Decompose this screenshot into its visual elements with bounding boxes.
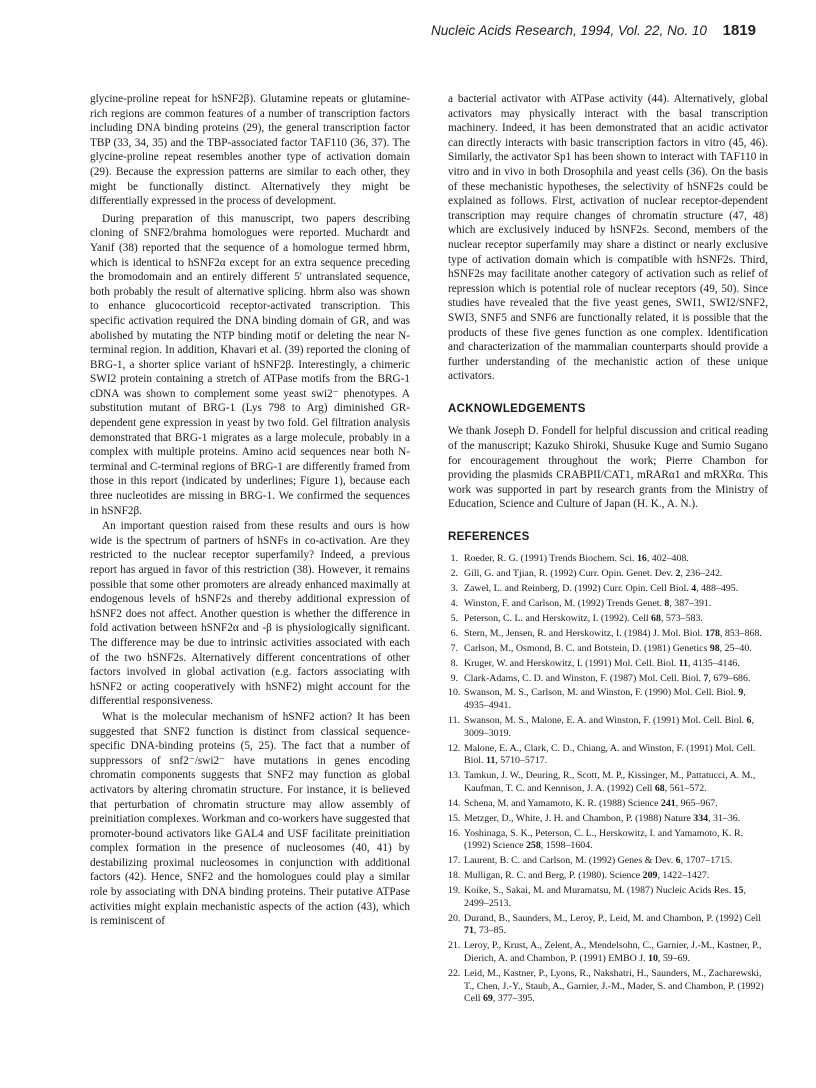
reference-item xyxy=(448,553,768,566)
reference-number: 21. xyxy=(448,940,461,952)
reference-text: Durand, B., Saunders, M., Leroy, P., Leid, M. and Chambon, P. (1992) Cell xyxy=(464,912,761,924)
reference-item xyxy=(448,798,768,811)
reference-number: 20. xyxy=(448,912,461,924)
reference-item xyxy=(448,673,768,686)
paragraph: An important question raised from these results and ours is how wide is the spectrum of partners of hSNFs in co-activation. Are they restricted to the nuclear receptor superfamily? Indeed, a previous report has argued in favor of this restriction (38). However, it remains possible that some other promoters are already enhanced maximally at endogenous levels of hSNF2s and thereby additional expression of hSNF2 does not affect. Another question is whether the difference in fold activation between hSNF2α and -β is physiologically significant. The difference may be due to intrinsic activities associated with each of the two hSNF2s. Alternatively different concentrations of other factors involved in global activation (e.g. factors associating with hSNF2 or acting cooperatively with hSNF2) might account for the differential responsiveness. xyxy=(90,520,410,708)
reference-number: 2. xyxy=(450,567,458,579)
page-number: 1819 xyxy=(722,22,756,39)
reference-item xyxy=(448,813,768,826)
reference-number: 7. xyxy=(450,642,458,654)
reference-pages: , 4135–4146. xyxy=(687,657,740,669)
reference-item xyxy=(448,715,768,740)
reference-volume: 6 xyxy=(746,715,752,727)
reference-number: 17. xyxy=(448,855,461,867)
reference-text: Schena, M. and Yamamoto, K. R. (1988) Science xyxy=(464,797,661,809)
acknowledgements-heading: ACKNOWLEDGEMENTS xyxy=(448,402,586,415)
reference-text: Leroy, P., Krust, A., Zelent, A., Mendelsohn, C., Garnier, J.-M., Kastner, P., Dierich, A. and Chambon, P. (1991) EMBO J. xyxy=(464,940,762,965)
reference-volume: 69 xyxy=(482,993,493,1005)
reference-text: Yoshinaga, S. K., Peterson, C. L., Herskowitz, I. and Yamamoto, K. R. (1992) Science xyxy=(464,827,744,852)
reference-pages: , 1707–1715. xyxy=(680,855,733,867)
reference-volume: 11 xyxy=(485,755,496,767)
reference-text: Laurent, B. C. and Carlson, M. (1992) Genes & Dev. xyxy=(464,855,676,867)
reference-number: 11. xyxy=(448,715,460,727)
running-header xyxy=(431,22,756,39)
reference-item xyxy=(448,658,768,671)
reference-text: Peterson, C. L. and Herskowitz, I. (1992). Cell xyxy=(464,612,652,624)
reference-volume: 241 xyxy=(660,797,676,809)
journal-citation: Nucleic Acids Research, 1994, Vol. 22, No. 10 xyxy=(430,23,707,38)
reference-item xyxy=(448,568,768,581)
reference-text: Stern, M., Jensen, R. and Herskowitz, I. (1984) J. Mol. Biol. xyxy=(464,627,706,639)
reference-text: Gill, G. and Tjian, R. (1992) Curr. Opin. Genet. Dev. xyxy=(464,567,676,579)
reference-text: Mulligan, R. C. and Berg, P. (1980). Science xyxy=(464,870,643,882)
reference-number: 14. xyxy=(448,797,461,809)
reference-item xyxy=(448,870,768,883)
reference-pages: , 5710–5717. xyxy=(495,755,548,767)
reference-volume: 209 xyxy=(642,870,658,882)
reference-item xyxy=(448,940,768,965)
reference-pages: , 3009–3019. xyxy=(464,715,754,739)
reference-volume: 2 xyxy=(675,567,681,579)
reference-item xyxy=(448,913,768,938)
reference-pages: , 2499–2513. xyxy=(464,885,746,909)
reference-item xyxy=(448,687,768,712)
reference-text: Koike, S., Sakai, M. and Muramatsu, M. (1987) Nucleic Acids Res. xyxy=(464,885,734,897)
right-column xyxy=(448,92,768,1008)
reference-item xyxy=(448,770,768,795)
reference-text: Malone, E. A., Clark, C. D., Chiang, A. and Winston, F. (1991) Mol. Cell. Biol. xyxy=(464,742,756,767)
reference-number: 5. xyxy=(450,612,458,624)
reference-number: 22. xyxy=(448,968,461,980)
reference-pages: , 59–69. xyxy=(657,953,691,965)
reference-text: Kruger, W. and Herskowitz, I. (1991) Mol. Cell. Biol. xyxy=(464,657,679,669)
reference-item xyxy=(448,828,768,853)
acknowledgements-text: We thank Joseph D. Fondell for helpful discussion and critical reading of the manuscript; Kazuko Shiroki, Shusuke Kuge and Sumio Sugano for encouragement throughout the work; Pierre Chambon for providing the plasmids CRABPII/CAT1, mRARα1 and mRXRα. This work was supported in part by research grants from the Ministry of Education, Science and Culture of Japan (H. K., A. N.). xyxy=(448,425,768,511)
reference-pages: , 236–242. xyxy=(680,567,723,579)
reference-volume: 9 xyxy=(738,687,744,699)
reference-volume: 10 xyxy=(648,953,658,965)
reference-volume: 7 xyxy=(703,672,709,684)
reference-pages: , 1598–1604. xyxy=(540,840,593,852)
reference-number: 4. xyxy=(450,597,458,609)
reference-text: Zawel, L. and Reinberg, D. (1992) Curr. Opin. Cell Biol. xyxy=(464,582,692,594)
reference-pages: , 25–40. xyxy=(719,642,752,654)
left-column xyxy=(90,92,410,929)
reference-item xyxy=(448,855,768,868)
reference-number: 3. xyxy=(450,582,458,594)
reference-number: 12. xyxy=(448,742,461,754)
reference-text: Tamkun, J. W., Deuring, R., Scott, M. P., Kissinger, M., Pattatucci, A. M., Kaufman, T. C. and Kennison, J. A. (1992) Cell xyxy=(464,770,756,794)
reference-text: Swanson, M. S., Malone, E. A. and Winston, F. (1991) Mol. Cell. Biol. xyxy=(464,715,747,727)
reference-text: Carlson, M., Osmond, B. C. and Botstein, D. (1981) Genetics xyxy=(464,642,710,654)
reference-pages: , 965–967. xyxy=(675,797,718,809)
reference-pages: , 387–391. xyxy=(669,597,712,609)
reference-number: 16. xyxy=(448,827,461,839)
reference-volume: 68 xyxy=(651,612,661,624)
reference-volume: 15 xyxy=(733,885,744,897)
reference-item xyxy=(448,643,768,656)
reference-volume: 11 xyxy=(678,657,688,669)
reference-volume: 178 xyxy=(705,627,720,639)
reference-pages: , 73–85. xyxy=(473,925,506,937)
reference-number: 1. xyxy=(450,552,458,564)
reference-number: 18. xyxy=(448,870,461,882)
reference-text: Leid, M., Kastner, P., Lyons, R., Nakshatri, H., Saunders, M., Zacharewski, T., Chen, J.-Y., Staub, A., Garnier, J.-M., Mader, S. and Chambon, P. (1992) Cell xyxy=(464,968,764,1005)
reference-item xyxy=(448,628,768,641)
reference-pages: , 853–868. xyxy=(719,627,762,639)
reference-pages: , 4935–4941. xyxy=(464,687,746,712)
reference-pages: , 573–583. xyxy=(660,612,703,624)
reference-volume: 71 xyxy=(464,925,474,937)
reference-pages: , 31–36. xyxy=(708,812,741,824)
reference-number: 10. xyxy=(448,687,461,699)
reference-number: 13. xyxy=(448,770,461,782)
reference-pages: , 1422–1427. xyxy=(657,870,710,882)
reference-number: 19. xyxy=(448,885,461,897)
reference-text: Clark-Adams, C. D. and Winston, F. (1987) Mol. Cell. Biol. xyxy=(464,672,704,684)
reference-number: 15. xyxy=(448,812,461,824)
paragraph: glycine-proline repeat for hSNF2β). Glutamine repeats or glutamine-rich regions are common features of a number of transcription factors including DNA binding proteins (29), the general transcription factor TBP (33, 34, 35) and the TBP-associated factor TAF110 (36, 37). The glycine-proline repeat resembles another type of activation domain (29). Because the expression patterns are similar to each other, they might be functionally distinct. Alternatively they might be differentially expressed in the process of development. xyxy=(90,93,410,208)
reference-volume: 6 xyxy=(675,855,681,867)
reference-item xyxy=(448,613,768,626)
reference-number: 6. xyxy=(450,627,458,639)
paragraph: a bacterial activator with ATPase activity (44). Alternatively, global activators may physically interact with the basal transcription machinery. Indeed, it has been demonstrated that an acidic activator can directly interacts with basic transcription factors in vitro (45, 46). Similarly, the activator Sp1 has been shown to interact with TAF110 in vitro and in vivo in both Drosophila and yeast cells (36). On the basis of these mechanistic hypotheses, the selectivity of hSNF2s could be explained as follows. First, activation of nuclear receptor-dependent transcription may require changes of chromatin structure (47, 48) which are exclusively induced by hSNF2s. Second, members of the nuclear receptor superfamily may share a distinct or nearly exclusive type of activation domain which is compatible with hSNF2s. Third, hSNF2s may facilitate another category of activation such as relief of repression which is potential role of nuclear receptors (49, 50). Since studies have revealed that the five yeast genes, SWI1, SWI2/SNF2, SWI3, SNF5 and SNF6 are functionally related, it is possible that the products of these five genes function as one complex. Identification and characterization of the mammalian counterparts should provide a further understanding of the mechanistic action of these unique activators. xyxy=(448,93,768,383)
reference-item xyxy=(448,885,768,910)
reference-item xyxy=(448,583,768,596)
reference-pages: , 679–686. xyxy=(708,672,751,684)
reference-text: Swanson, M. S., Carlson, M. and Winston, F. (1990) Mol. Cell. Biol. xyxy=(464,687,739,699)
paragraph: What is the molecular mechanism of hSNF2 action? It has been suggested that SNF2 function is distinct from classical sequence-specific DNA-binding proteins (5, 25). The fact that a number of suppressors of snf2⁻/swi2⁻ have mutations in genes encoding chromatin components suggests that SNF2 may function as global activators by altering chromatin structure. For instance, it is believed that perturbation of chromatin structure may allow assembly of preinitiation complexes. Workman and co-workers have suggested that promoter-bound activators like GAL4 and USF facilitate preinitiation complex formation in the presence of nucleosomes (40, 41) by destabilizing proximal nucleosomes in conjunction with additional factors (42). Hence, SNF2 and the homologues could play a similar role by associating with DNA binding proteins. Their putative ATPase activities might explain mechanistic aspects of the action (43), which is reminiscent of xyxy=(90,710,410,928)
reference-volume: 4 xyxy=(691,582,697,594)
reference-volume: 98 xyxy=(709,642,720,654)
reference-text: Winston, F. and Carlson, M. (1992) Trends Genet. xyxy=(464,597,665,609)
reference-item xyxy=(448,968,768,1006)
reference-number: 9. xyxy=(450,672,458,684)
reference-item xyxy=(448,598,768,611)
paragraph: During preparation of this manuscript, two papers describing cloning of SNF2/brahma homologues were reported. Muchardt and Yanif (38) reported that the sequence of a homologue termed hbrm, which is identical to hSNF2α except for an extra sequence preceding the bromodomain and an entirely different 5' untranslated sequence, both probably the result of alternative splicing. hbrm also was shown to enhance glucocorticoid receptor-activated transcription. This specific activation required the DNA binding domain of GR, and was abolished by mutating the NTP binding motif or deleting the near N-terminal region. In addition, Khavari et al. (39) reported the cloning of BRG-1, a shorter splice variant of hSNF2β. Interestingly, a chimeric SWI2 protein containing a stretch of ATPase motifs from the BRG-1 cDNA was shown to complement some yeast swi2⁻ phenotypes. A substitution mutant of BRG-1 (Lys 798 to Arg) diminished GR-dependent gene expression in yeast by two fold. Gel filtration analysis demonstrated that BRG-1 migrates as a large molecule, probably in a complex with multiple proteins. Amino acid sequences near both N-terminal and C-terminal regions of BRG-1 are differently framed from those in this report (indicated by underlines; Figure 1), because each three nucleotides are missing in BRG-1. We confirmed the sequences in hSNF2β. xyxy=(90,212,410,517)
references-heading: REFERENCES xyxy=(448,531,530,544)
reference-number: 8. xyxy=(450,657,458,669)
reference-item xyxy=(448,743,768,768)
reference-pages: , 488–495. xyxy=(696,582,739,594)
reference-text: Metzger, D., White, J. H. and Chambon, P. (1988) Nature xyxy=(464,812,694,824)
reference-text: Roeder, R. G. (1991) Trends Biochem. Sci. xyxy=(464,552,637,564)
reference-volume: 16 xyxy=(636,552,647,564)
reference-volume: 258 xyxy=(525,840,541,852)
reference-list xyxy=(448,553,768,1006)
reference-pages: , 377–395. xyxy=(492,993,535,1005)
reference-volume: 68 xyxy=(654,782,665,794)
reference-volume: 8 xyxy=(664,597,670,609)
reference-volume: 334 xyxy=(693,812,709,824)
reference-pages: , 402–408. xyxy=(646,552,689,564)
reference-pages: , 561–572. xyxy=(664,782,707,794)
